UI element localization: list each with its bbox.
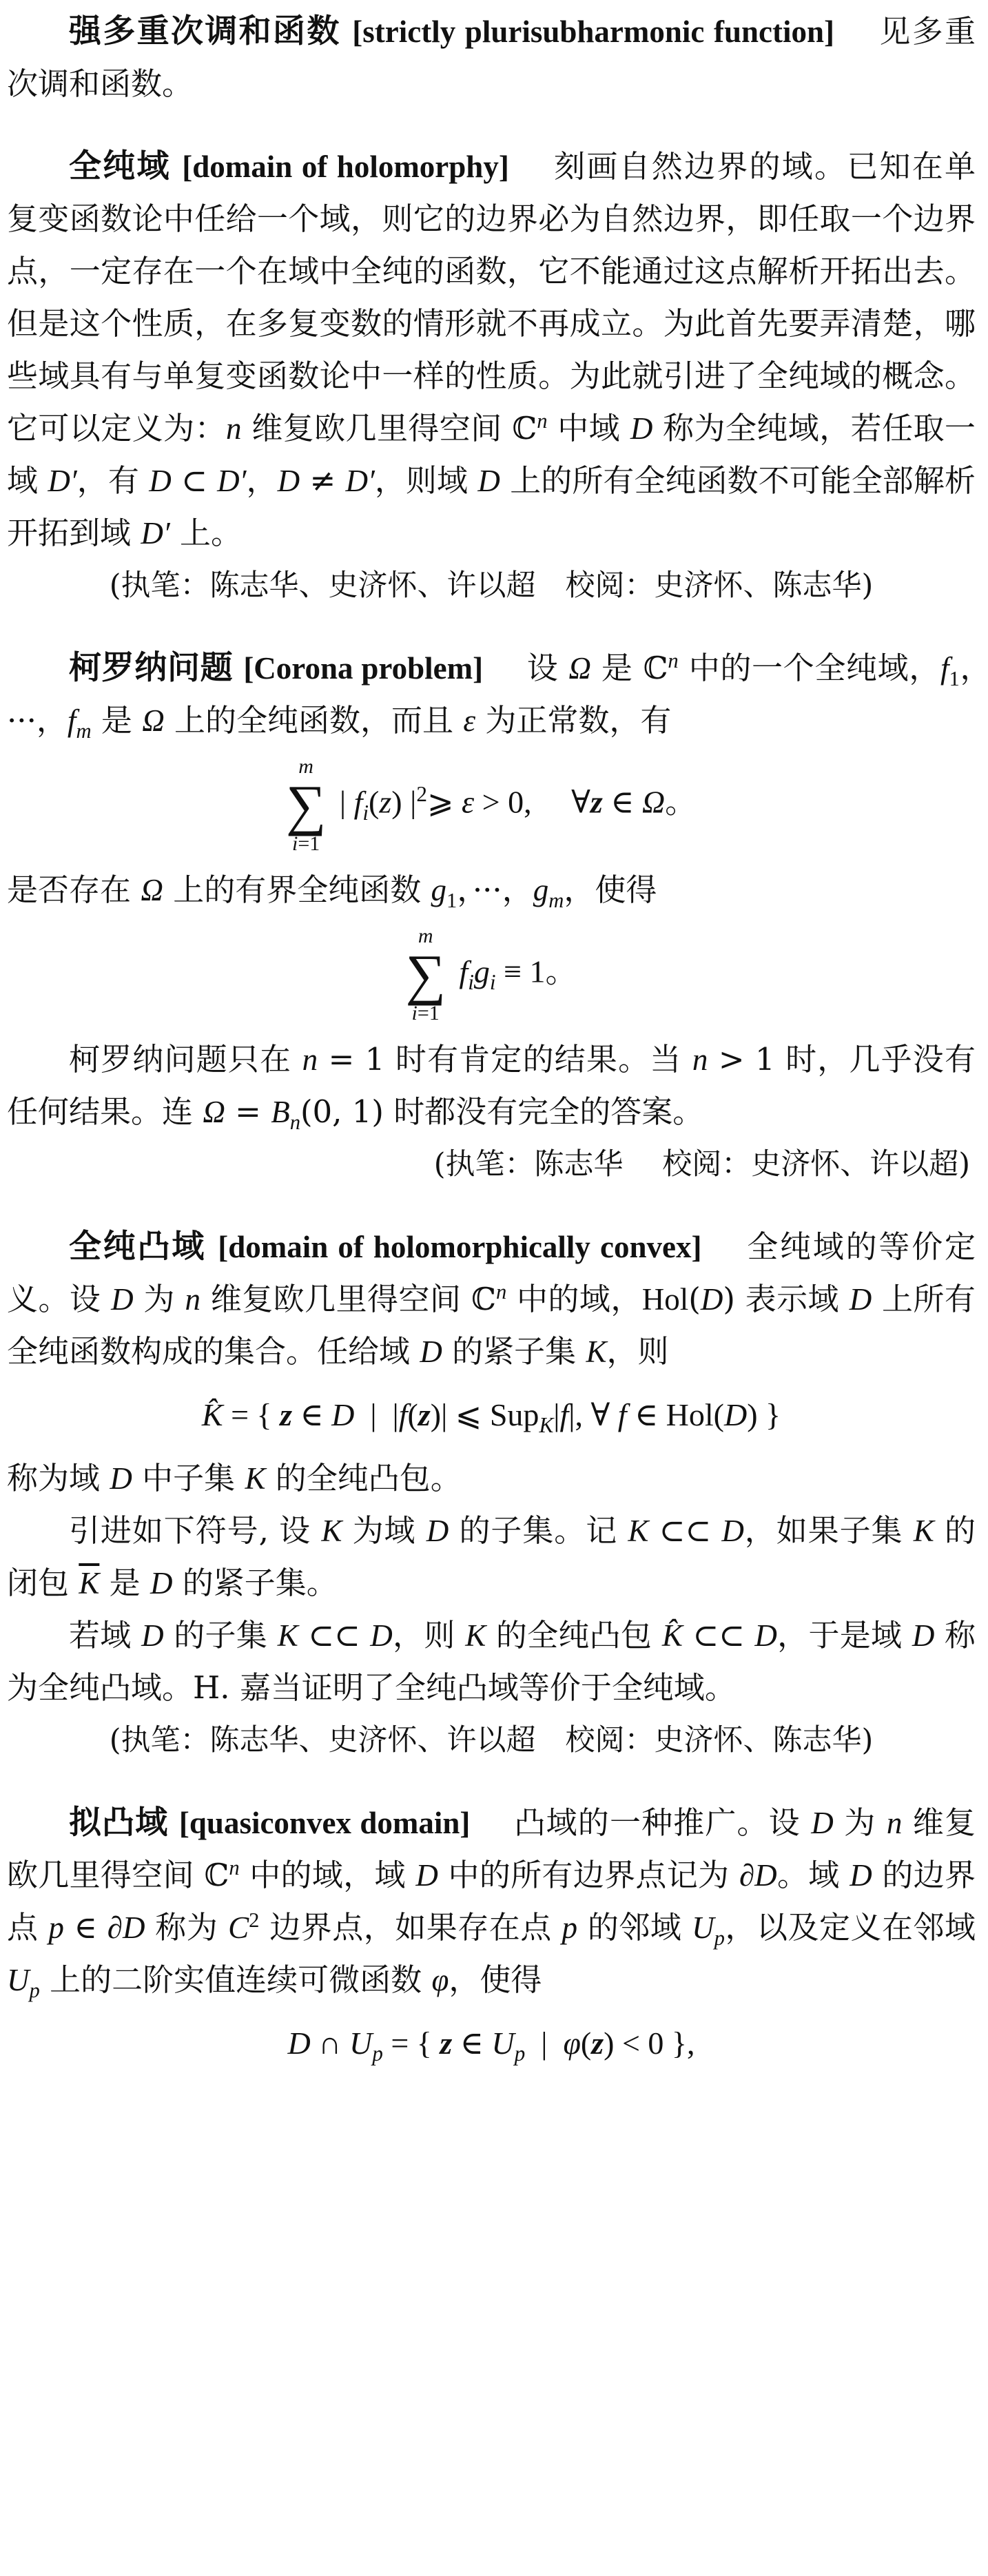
entry-paragraph: 拟凸域 [quasiconvex domain] 凸域的一种推广。设 D 为 n 维复欧几里得空间 ℂ$^n$ 中的域，域 D 中的所有边界点记为 ∂D。域 D 的边界点 p ∈ ∂D 称为 $C^2$ 边界点，如果存在点 p 的邻域 $U_p$，以及定义在邻域 $U_p$ 上的二阶实值连续可微函数 φ，使得 bbox=[7, 1804, 976, 2002]
entry-credit: (执笔：陈志华、史济怀、许以超 校阅：史济怀、陈志华) bbox=[109, 1723, 874, 1758]
entry-paragraph: 引进如下符号, 设 K 为域 D 的子集。记 K ⊂⊂ D，如果子集 K 的闭包 $\overline{K}$ 是 D 的紧子集。 bbox=[7, 1512, 976, 1601]
formula-corona-identity: m ∑ i=1 $f_ig_i \equiv 1$。 bbox=[405, 925, 577, 1024]
entry-paragraph: 全纯域 [domain of holomorphy] 刻画自然边界的域。已知在单复变函数论中任给一个域，则它的边界必为自然边界，即任取一个边界点，一定存在一个在域中全纯的函数，它不能通过这点解析开拓出去。但是这个性质，在多复变数的情形就不再成立。为此首先要弄清楚，哪些域具有与单复变函数论中一样的性质。为此就引进了全纯域的概念。它可以定义为：n 维复欧几里得空间 ℂ$^n$ 中域 D 称为全纯域，若任取一域 D′，有 D ⊂ D′，D ≠ D′，则域 D 上的所有全纯函数不可能全部解析开拓到域 D′ 上。 bbox=[7, 147, 976, 551]
entry-strictly-psh bbox=[7, 6, 976, 110]
entry-paragraph: 柯罗纳问题只在 n = 1 时有肯定的结果。当 n > 1 时，几乎没有任何结果。连 $\Omega = B_n(0$, 1) 时都没有完全的答案。 bbox=[7, 1041, 976, 1134]
entry-paragraph: 全纯凸域 [domain of holomorphically convex] 全纯域的等价定义。设 D 为 n 维复欧几里得空间 ℂ$^n$ 中的域，Hol(D) 表示域 D 上所有全纯函数构成的集合。任给域 D 的紧子集 K，则 bbox=[7, 1228, 976, 1370]
entry-english-term: [domain of holomorphically convex] bbox=[218, 1230, 702, 1264]
entry-title: 柯罗纳问题 bbox=[69, 649, 234, 687]
formula-quasiconvex-defining: D ∩ $U_p$ = { z ∈ $U_p$ | φ(z) < 0 }, bbox=[287, 2026, 695, 2066]
formula-holomorphic-hull: K̂ = { z ∈ D | |f(z)| ⩽ Sup$_K$|f|, ∀ f ∈ Hol(D) } bbox=[201, 1397, 781, 1438]
entry-body: 见多重次调和函数。 bbox=[7, 13, 976, 102]
entry-paragraph: 若域 D 的子集 K ⊂⊂ D，则 K 的全纯凸包 K̂ ⊂⊂ D，于是域 D 称为全纯凸域。H. 嘉当证明了全纯凸域等价于全纯域。 bbox=[7, 1617, 976, 1706]
entry-quasiconvex-domain bbox=[7, 1797, 976, 2071]
entry-paragraph: 是否存在 Ω 上的有界全纯函数 $g_1$，···，$g_m$，使得 bbox=[7, 872, 657, 912]
entry-corona-problem bbox=[7, 642, 976, 1191]
entry-title: 全纯域 bbox=[69, 147, 171, 185]
entry-credit: (执笔：陈志华 校阅：史济怀、许以超) bbox=[433, 1147, 970, 1182]
entry-english-term: [strictly plurisubharmonic function] bbox=[352, 14, 834, 49]
entry-paragraph: 称为域 D 中子集 K 的全纯凸包。 bbox=[7, 1460, 462, 1496]
entry-english-term: [Corona problem] bbox=[243, 651, 484, 686]
entry-title: 全纯凸域 bbox=[69, 1228, 207, 1266]
entry-title: 强多重次调和函数 bbox=[69, 12, 341, 50]
entry-english-term: [quasiconvex domain] bbox=[178, 1806, 471, 1840]
entry-holomorphically-convex bbox=[7, 1221, 976, 1766]
entry-paragraph bbox=[7, 6, 976, 110]
entry-paragraph: 柯罗纳问题 [Corona problem] 设 Ω 是 ℂ$^n$ 中的一个全纯域，$f_1$，···，$f_m$ 是 Ω 上的全纯函数，而且 ε 为正常数，有 bbox=[7, 649, 976, 743]
entry-domain-of-holomorphy bbox=[7, 141, 976, 612]
entry-english-term: [domain of holomorphy] bbox=[182, 150, 509, 184]
formula-corona-condition: m ∑ i=1 | $f_i(z)$ $|^2⩾$ ε > 0, ∀z ∈ Ω。 bbox=[285, 755, 697, 855]
entry-title: 拟凸域 bbox=[69, 1804, 169, 1842]
entry-credit: (执笔：陈志华、史济怀、许以超 校阅：史济怀、陈志华) bbox=[109, 568, 874, 603]
